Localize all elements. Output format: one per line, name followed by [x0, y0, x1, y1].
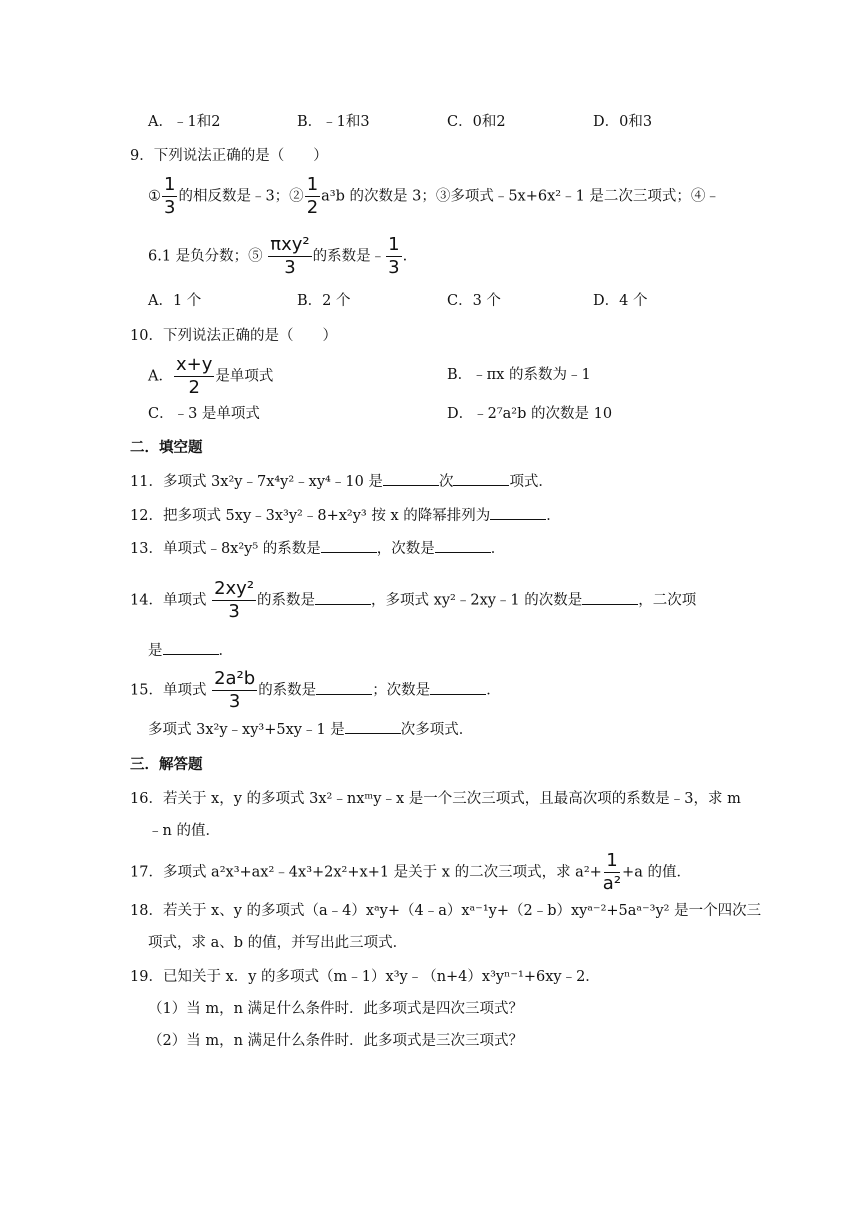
frac-den: 3 [164, 197, 176, 218]
q12-text-end: ． [546, 508, 561, 524]
section-answer-title: 三．解答题 [130, 757, 203, 773]
q12 [130, 505, 561, 527]
frac-num: 2a²b [214, 668, 256, 689]
q8-option-d: D．0和3 [593, 114, 653, 130]
q14-text: 14．单项式 [130, 592, 212, 609]
q14-text-end: ． [218, 643, 233, 659]
answer-blank[interactable] [321, 538, 377, 553]
frac-num: x+y [175, 354, 213, 375]
q9-frac-1-3b [386, 236, 401, 277]
q19-sub1: （1）当 m，n 满足什么条件时．此多项式是四次三项式？ [148, 1001, 524, 1017]
q11-text: 11．多项式 3x²y﹣7x⁴y²﹣xy⁴﹣10 是 [130, 474, 383, 490]
q15-text-1: 的系数是 [258, 682, 317, 699]
q16-line2: ﹣n 的值． [148, 823, 220, 839]
q14-line2 [148, 640, 233, 662]
answer-blank[interactable] [163, 640, 219, 655]
q14-text-3: ，二次项 [638, 592, 697, 609]
q9-option-d: D．4 个 [593, 293, 648, 309]
q9-statements-line2 [148, 236, 407, 277]
q13-text-mid: ，次数是 [376, 541, 435, 557]
answer-blank[interactable] [316, 680, 372, 695]
answer-blank[interactable] [430, 680, 486, 695]
q13-text: 13．单项式﹣8x²y⁵ 的系数是 [130, 541, 321, 557]
option-label: A． [148, 368, 173, 385]
q12-text: 12．把多项式 5xy﹣3x³y²﹣8+x²y³ 按 x 的降幂排列为 [130, 508, 491, 524]
q14-text-2: ，多项式 xy²﹣2xy﹣1 的次数是 [371, 592, 583, 609]
answer-blank[interactable] [345, 719, 401, 734]
q8-option-c: C．0和2 [447, 114, 506, 130]
q17-text-end: +a 的值． [622, 864, 691, 881]
q11-text-mid: 次 [438, 474, 454, 490]
q14 [130, 580, 696, 621]
answer-blank[interactable] [435, 538, 491, 553]
q14-text-4: 是 [148, 643, 163, 659]
frac-num: 1 [388, 234, 400, 255]
option-text: 是单项式 [215, 368, 274, 385]
q18-line1: 18．若关于 x、y 的多项式（a﹣4）xᵃy+（4﹣a）xᵃ⁻¹y+（2﹣b）xyᵃ⁻²+5aᵃ⁻³y² 是一个四次三 [130, 903, 762, 919]
frac-den: 3 [284, 257, 296, 278]
q9-option-b: B．2 个 [297, 293, 351, 309]
q9-stem: 9．下列说法正确的是（ ） [130, 148, 328, 164]
frac-den: a² [602, 873, 622, 894]
answer-blank[interactable] [490, 505, 546, 520]
frac-num: 1 [164, 174, 176, 195]
q10-option-b: B．﹣πx 的系数为﹣1 [447, 367, 591, 383]
frac-num: πxy² [270, 234, 310, 255]
q19-sub2: （2）当 m，n 满足什么条件时．此多项式是三次三项式？ [148, 1033, 524, 1049]
q13 [130, 538, 505, 560]
q10-frac-xy-2 [174, 356, 214, 397]
q10-option-c: C．﹣3 是单项式 [148, 406, 260, 422]
q15 [130, 670, 501, 711]
q8-option-b: B．﹣1和3 [297, 114, 370, 130]
q10-option-d: D．﹣2⁷a²b 的次数是 10 [447, 406, 613, 422]
frac-den: 3 [228, 601, 240, 622]
q11 [130, 471, 553, 493]
q8-option-a: A．﹣1和2 [148, 114, 221, 130]
q9-end: . [402, 248, 408, 265]
q17-frac-1-a2 [603, 852, 621, 893]
q18-line2: 项式，求 a、b 的值，并写出此三项式． [148, 935, 408, 951]
q9-s2-text: a³b 的次数是 3；③多项式﹣5x+6x²﹣1 是二次三项式；④﹣ [321, 188, 720, 205]
q9-frac-pixy2-3 [268, 236, 311, 277]
q17-text: 17．多项式 a²x³+ax²﹣4x³+2x²+x+1 是关于 x 的二次三项式，求 a²+ [130, 864, 602, 881]
frac-den: 2 [306, 197, 319, 218]
q16-line1: 16．若关于 x，y 的多项式 3x²﹣nxᵐy﹣x 是一个三次三项式，且最高次项的系数是﹣3，求 m [130, 791, 741, 807]
q9-s1-marker: ① [148, 188, 161, 205]
q19-stem: 19．已知关于 x．y 的多项式（m﹣1）x³y﹣（n+4）x³yⁿ⁻¹+6xy﹣2． [130, 969, 600, 985]
q15-text-4: 次多项式． [400, 722, 474, 738]
q14-text-1: 的系数是 [257, 592, 316, 609]
q9-s1-text: 的相反数是﹣3；② [178, 188, 304, 205]
q10-stem: 10．下列说法正确的是（ ） [130, 328, 337, 344]
q15-frac-2a2b-3 [212, 670, 257, 711]
q9-option-a: A．1 个 [148, 293, 202, 309]
frac-num: 1 [606, 850, 618, 871]
q9-frac-1-2 [305, 176, 320, 217]
q9-statements-line1 [148, 176, 720, 217]
q15-text-3: 多项式 3x²y﹣xy³+5xy﹣1 是 [148, 722, 345, 738]
q9-frac-1-3 [162, 176, 177, 217]
frac-num: 2xy² [214, 578, 255, 599]
frac-den: 2 [188, 377, 200, 398]
answer-blank[interactable] [582, 590, 638, 605]
q15-line2 [148, 719, 473, 741]
section-fill-in-title: 二．填空题 [130, 440, 203, 456]
q10-option-a [148, 356, 273, 397]
q15-text-2: ；次数是 [372, 682, 431, 699]
q14-frac-2xy2-3 [212, 580, 256, 621]
q15-text: 15．单项式 [130, 682, 212, 699]
q17 [130, 852, 691, 893]
q15-text-end: ． [486, 682, 501, 699]
answer-blank[interactable] [315, 590, 371, 605]
q9-s5-text: 的系数是﹣ [312, 248, 386, 265]
frac-den: 3 [228, 691, 241, 712]
frac-den: 3 [388, 257, 400, 278]
q9-option-c: C．3 个 [447, 293, 501, 309]
frac-num: 1 [306, 174, 319, 195]
answer-blank[interactable] [383, 471, 439, 486]
q13-text-end: ． [490, 541, 506, 557]
answer-blank[interactable] [453, 471, 509, 486]
q9-s3-text: 6.1 是负分数；⑤ [148, 248, 268, 265]
q11-text-end: 项式． [509, 474, 553, 490]
